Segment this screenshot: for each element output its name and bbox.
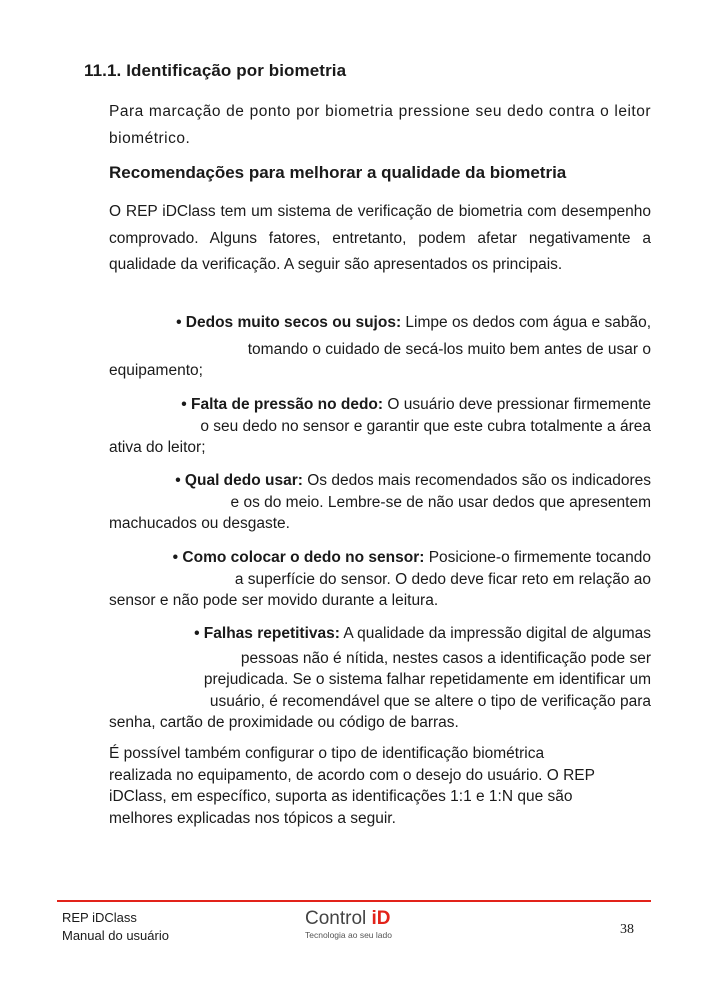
logo-tagline: Tecnologia ao seu lado — [305, 930, 392, 940]
section-heading: 11.1. Identificação por biometria — [84, 61, 347, 80]
bullet-first-line — [109, 394, 651, 416]
bullet-line: equipamento; — [109, 362, 203, 379]
bullet-line: tomando o cuidado de secá-los muito bem antes de usar o — [247, 340, 651, 358]
bullet-term: • Falhas repetitivas: — [194, 625, 340, 642]
closing-line: iDClass, em específico, suporta as identificações 1:1 e 1:N que são — [109, 788, 573, 805]
bullet-term: • Falta de pressão no dedo: — [181, 396, 384, 413]
bullet-finger-pressure — [109, 394, 651, 459]
footer-divider — [57, 900, 651, 902]
bullet-line: machucados ou desgaste. — [109, 515, 290, 532]
recommendations-heading: Recomendações para melhorar a qualidade da biometria — [109, 163, 567, 182]
bullet-dry-dirty-fingers — [109, 312, 651, 382]
bullet-line: a superfície do sensor. O dedo deve ficar reto em relação ao — [234, 570, 651, 588]
recommendations-paragraph: O REP iDClass tem um sistema de verificação de biometria com desempenho comprovado. Alguns fatores, entretanto, podem afetar negativamente a qualidade da verificação. A seguir são apresentados os principais. — [109, 203, 651, 273]
bullet-text: A qualidade da impressão digital de algumas — [339, 625, 651, 642]
logo-text: Control — [305, 908, 372, 929]
bullet-first-line — [109, 547, 651, 569]
bullet-line: sensor e não pode ser movido durante a leitura. — [109, 592, 439, 609]
bullet-first-line — [109, 312, 651, 334]
bullet-line: pessoas não é nítida, nestes casos a identificação pode ser — [240, 649, 651, 667]
bullet-text: Limpe os dedos com água e sabão, — [401, 314, 651, 331]
bullet-text: Os dedos mais recomendados são os indicadores — [302, 472, 651, 489]
bullet-line: e os do meio. Lembre-se de não usar dedos que apresentem — [230, 493, 651, 511]
bullet-which-finger — [109, 470, 651, 535]
bullet-line: usuário, é recomendável que se altere o tipo de verificação para — [209, 692, 651, 710]
bullet-term: • Qual dedo usar: — [175, 472, 303, 489]
bullet-first-line — [109, 470, 651, 492]
bullet-finger-placement — [109, 547, 651, 612]
closing-paragraph — [109, 743, 651, 829]
footer-manual: Manual do usuário — [62, 928, 169, 943]
bullet-term: • Como colocar o dedo no sensor: — [172, 549, 425, 566]
bullet-text: O usuário deve pressionar firmemente — [383, 396, 651, 413]
logo-wordmark — [305, 908, 415, 930]
bullet-line: prejudicada. Se o sistema falhar repetidamente em identificar um — [203, 671, 651, 688]
bullet-first-line — [109, 623, 651, 645]
bullet-line: ativa do leitor; — [109, 439, 206, 456]
logo-id: iD — [371, 908, 391, 929]
bullet-text: Posicione-o firmemente tocando — [424, 549, 651, 566]
bullet-line: senha, cartão de proximidade ou código de barras. — [109, 714, 459, 731]
footer-product: REP iDClass — [62, 910, 137, 925]
page-number: 38 — [620, 922, 634, 937]
closing-line: É possível também configurar o tipo de identificação biométrica — [109, 745, 545, 762]
intro-paragraph: Para marcação de ponto por biometria pressione seu dedo contra o leitor biométrico. — [109, 103, 651, 147]
footer-document-info — [62, 909, 169, 945]
closing-line: realizada no equipamento, de acordo com o desejo do usuário. O REP — [109, 766, 595, 784]
bullet-line: o seu dedo no sensor e garantir que este cubra totalmente a área — [200, 417, 651, 435]
bullet-term: • Dedos muito secos ou sujos: — [176, 314, 402, 331]
control-id-logo — [305, 908, 415, 944]
bullet-repeated-failures — [109, 623, 651, 734]
closing-line: melhores explicadas nos tópicos a seguir. — [109, 809, 396, 827]
